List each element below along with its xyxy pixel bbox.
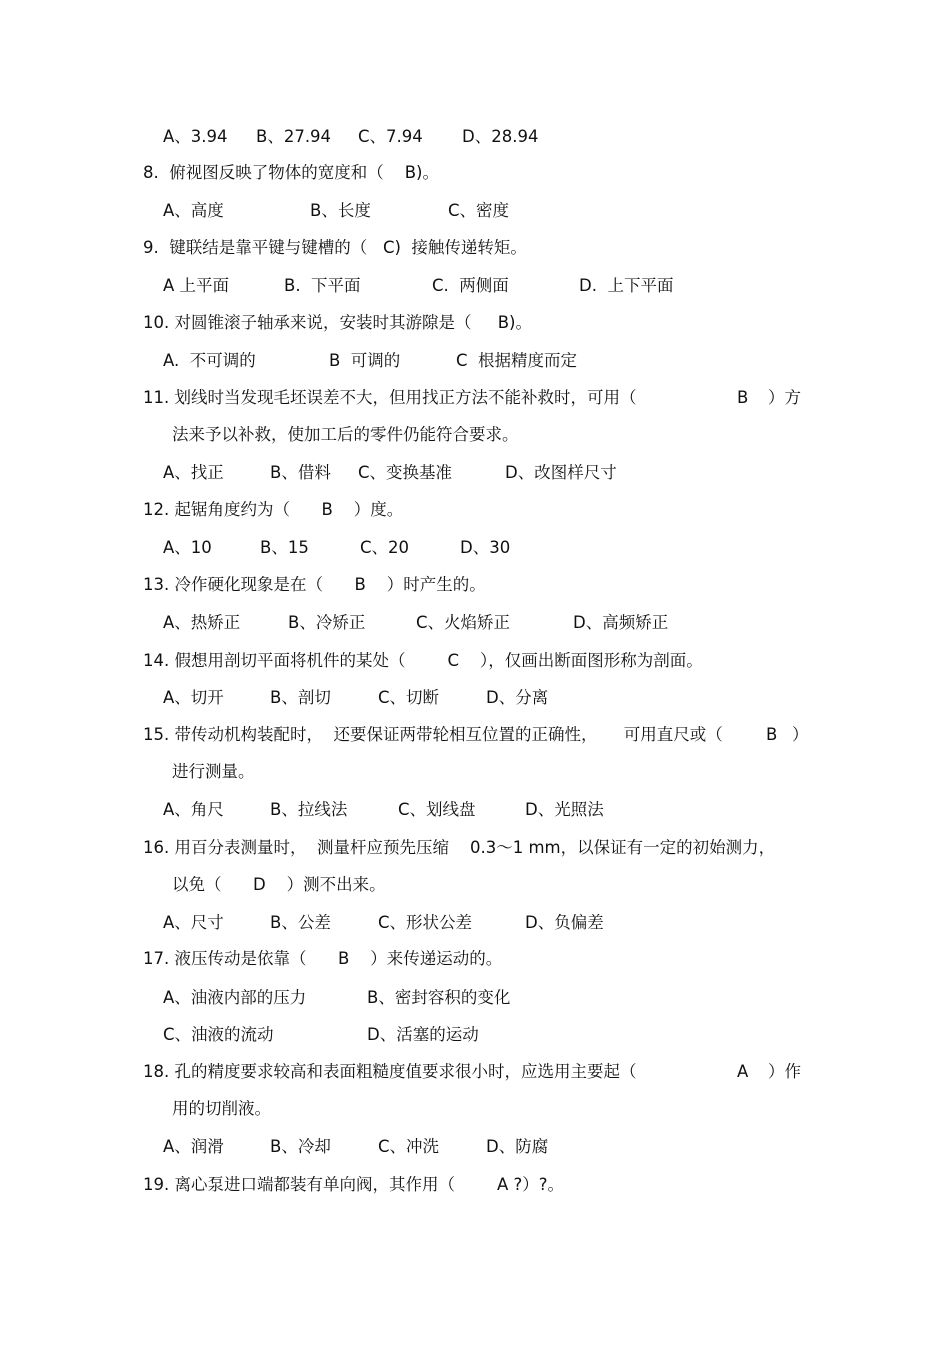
q17-option-d: D、活塞的运动 xyxy=(367,1025,479,1044)
q18-stem: 18. 孔的精度要求较高和表面粗糙度值要求很小时，应选用主要起（ xyxy=(143,1062,637,1081)
q7-option-d: D、28.94 xyxy=(462,127,539,146)
q12-option-a: A、10 xyxy=(163,538,212,557)
q9-option-b: B. 下平面 xyxy=(284,276,361,295)
q10-option-a: A. 不可调的 xyxy=(163,351,256,370)
q17-option-b: B、密封容积的变化 xyxy=(367,988,511,1007)
q11-answer: B xyxy=(737,388,749,407)
q17-stem: 17. 液压传动是依靠（ B ）来传递运动的。 xyxy=(143,949,503,968)
q14-option-c: C、切断 xyxy=(378,688,440,707)
q15-option-c: C、划线盘 xyxy=(398,800,476,819)
q13-option-b: B、冷矫正 xyxy=(288,613,366,632)
q8-stem: 8. 俯视图反映了物体的宽度和（ B)。 xyxy=(143,163,439,182)
q15-tail: ） xyxy=(792,725,809,744)
q18-answer: A xyxy=(737,1062,749,1081)
q16-stem: 16. 用百分表测量时， 测量杆应预先压缩 0.3～1 mm，以保证有一定的初始测力， xyxy=(143,838,776,857)
q15-option-d: D、光照法 xyxy=(525,800,604,819)
q18-continuation: 用的切削液。 xyxy=(172,1099,271,1118)
q17-option-c: C、油液的流动 xyxy=(163,1025,274,1044)
q11-stem: 11. 划线时当发现毛坯误差不大，但用找正方法不能补救时，可用（ xyxy=(143,388,637,407)
q9-option-d: D. 上下平面 xyxy=(579,276,674,295)
q15-option-a: A、角尺 xyxy=(163,800,224,819)
q12-option-c: C、20 xyxy=(360,538,410,557)
q15-continuation: 进行测量。 xyxy=(172,762,255,781)
q7-option-c: C、7.94 xyxy=(358,127,423,146)
q15-answer: B xyxy=(766,725,778,744)
q19-stem: 19. 离心泵进口端都装有单向阀，其作用（ A ?）?。 xyxy=(143,1175,564,1194)
q16-option-a: A、尺寸 xyxy=(163,913,224,932)
q16-continuation: 以免（ D ）测不出来。 xyxy=(172,875,386,894)
q18-option-d: D、防腐 xyxy=(486,1137,549,1156)
q18-option-b: B、冷却 xyxy=(270,1137,331,1156)
q12-option-b: B、15 xyxy=(260,538,309,557)
q7-option-a: A、3.94 xyxy=(163,127,228,146)
q14-option-d: D、分离 xyxy=(486,688,549,707)
q16-option-d: D、负偏差 xyxy=(525,913,604,932)
q10-option-b: B 可调的 xyxy=(329,351,401,370)
q8-option-a: A、高度 xyxy=(163,201,224,220)
q11-option-d: D、改图样尺寸 xyxy=(505,463,617,482)
q11-continuation: 法来予以补救，使加工后的零件仍能符合要求。 xyxy=(172,425,519,444)
q16-option-c: C、形状公差 xyxy=(378,913,473,932)
q14-option-a: A、切开 xyxy=(163,688,224,707)
q14-option-b: B、剖切 xyxy=(270,688,331,707)
q13-option-c: C、火焰矫正 xyxy=(416,613,511,632)
q17-option-a: A、油液内部的压力 xyxy=(163,988,307,1007)
q9-option-c: C. 两侧面 xyxy=(432,276,509,295)
q13-option-d: D、高频矫正 xyxy=(573,613,669,632)
q7-option-b: B、27.94 xyxy=(256,127,332,146)
q15-option-b: B、拉线法 xyxy=(270,800,348,819)
q14-stem: 14. 假想用剖切平面将机件的某处（ C ），仅画出断面图形称为剖面。 xyxy=(143,651,703,670)
q12-stem: 12. 起锯角度约为（ B ）度。 xyxy=(143,500,404,519)
q11-option-b: B、借料 xyxy=(270,463,331,482)
q8-option-c: C、密度 xyxy=(448,201,510,220)
q9-option-a: A 上平面 xyxy=(163,276,230,295)
q13-stem: 13. 冷作硬化现象是在（ B ）时产生的。 xyxy=(143,575,486,594)
q16-option-b: B、公差 xyxy=(270,913,331,932)
q9-stem: 9. 键联结是靠平键与键槽的（ C) 接触传递转矩。 xyxy=(143,238,527,257)
q13-option-a: A、热矫正 xyxy=(163,613,241,632)
q18-option-a: A、润滑 xyxy=(163,1137,224,1156)
q8-option-b: B、长度 xyxy=(310,201,371,220)
q18-option-c: C、冲洗 xyxy=(378,1137,440,1156)
q15-stem: 15. 带传动机构装配时， 还要保证两带轮相互位置的正确性， 可用直尺或（ xyxy=(143,725,723,744)
q11-option-c: C、变换基准 xyxy=(358,463,453,482)
q12-option-d: D、30 xyxy=(460,538,511,557)
q11-option-a: A、找正 xyxy=(163,463,224,482)
q10-stem: 10. 对圆锥滚子轴承来说，安装时其游隙是（ B)。 xyxy=(143,313,532,332)
q10-option-c: C 根据精度而定 xyxy=(456,351,578,370)
q18-tail: ）作 xyxy=(768,1062,801,1081)
q11-tail: ）方 xyxy=(768,388,801,407)
